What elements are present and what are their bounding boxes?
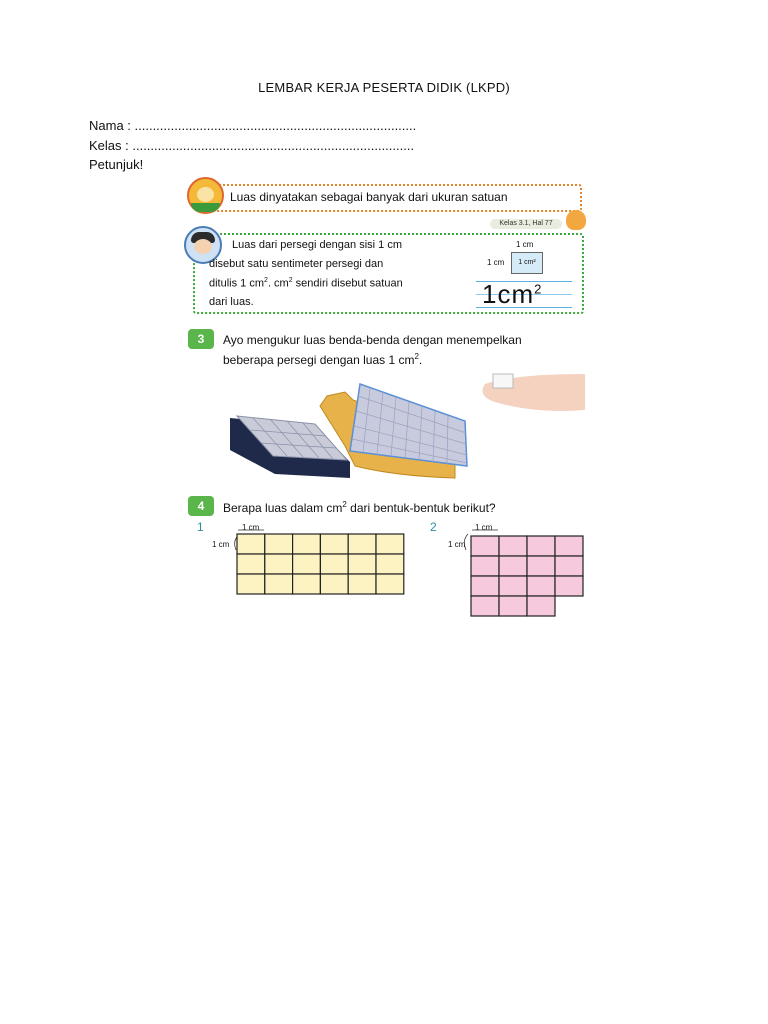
- grid-cell: [527, 536, 555, 556]
- grid-cell: [499, 576, 527, 596]
- grid-cell: [527, 576, 555, 596]
- cube-left-label: 1 cm: [487, 258, 505, 267]
- grid-cell: [471, 556, 499, 576]
- question-3-number: 3: [188, 329, 214, 349]
- grid-cell: [499, 556, 527, 576]
- box2-line-2: disebut satu sentimeter persegi dan: [209, 258, 384, 270]
- grid-cell: [293, 574, 321, 594]
- grid-cell: [320, 534, 348, 554]
- grid-covered-case: [350, 384, 467, 466]
- unit-square-sticker: [493, 374, 513, 388]
- box2-line-4: dari luas.: [209, 296, 254, 308]
- grid-cell: [265, 554, 293, 574]
- box2-line-3: ditulis 1 $cm^2$. $cm^2$ sendiri disebut satuan: [209, 277, 403, 290]
- grid-cell: [320, 554, 348, 574]
- instructions-label: Petunjuk!: [89, 157, 144, 172]
- grid-cell: [527, 596, 555, 616]
- grid-cell: [376, 554, 404, 574]
- figure-2-number: 2: [430, 520, 437, 534]
- figure-1-grid: [228, 528, 408, 598]
- measuring-objects-illustration: [215, 366, 585, 492]
- figure-1-number: 1: [197, 520, 204, 534]
- grid-cell: [376, 534, 404, 554]
- definition-text: Luas dinyatakan sebagai banyak dari ukuran satuan: [230, 190, 508, 204]
- big-unit-label: $1cm^2$: [476, 281, 572, 308]
- grid-cell: [555, 536, 583, 556]
- grid-cell: [293, 534, 321, 554]
- grid-cell: [265, 574, 293, 594]
- grid-cell: [499, 596, 527, 616]
- figure-1-top-label: 1 cm: [242, 523, 260, 532]
- grid-cell: [320, 574, 348, 594]
- definition-box-orange: [212, 184, 582, 212]
- grid-cell: [237, 554, 265, 574]
- grid-cell: [348, 534, 376, 554]
- name-field[interactable]: Nama : ..............................................................................: [89, 118, 417, 133]
- grid-cell: [293, 554, 321, 574]
- grid-cell: [471, 536, 499, 556]
- cube-top-label: 1 cm: [516, 240, 534, 249]
- lion-mascot-icon: [187, 177, 224, 214]
- grid-cell: [237, 534, 265, 554]
- grid-cell: [376, 574, 404, 594]
- question-4-text: Berapa luas dalam $cm^2$ dari bentuk-bentuk berikut?: [223, 500, 496, 515]
- grid-cell: [471, 576, 499, 596]
- class-field[interactable]: Kelas : ..............................................................................: [89, 138, 415, 153]
- grid-cell: [348, 574, 376, 594]
- grid-cell: [527, 556, 555, 576]
- figure-2-grid: [462, 528, 592, 618]
- question-3-line-2: beberapa persegi dengan luas 1 $cm^2$.: [223, 352, 423, 367]
- figure-2-left-label: 1 cm: [448, 540, 466, 549]
- grid-cell: [471, 596, 499, 616]
- reference-badge: Kelas 3.1, Hal 77: [490, 219, 562, 229]
- grid-cell: [555, 556, 583, 576]
- unit-square-diagram: 1 cm²: [511, 252, 543, 274]
- grid-cell: [555, 576, 583, 596]
- box2-line-1: Luas dari persegi dengan sisi 1 cm: [232, 239, 402, 251]
- grid-cell: [348, 554, 376, 574]
- bird-mascot-icon: [566, 210, 586, 230]
- page-title: LEMBAR KERJA PESERTA DIDIK (LKPD): [258, 80, 510, 95]
- question-3-line-1: Ayo mengukur luas benda-benda dengan menempelkan: [223, 333, 522, 347]
- figure-1-left-label: 1 cm: [212, 540, 230, 549]
- grid-cell: [237, 574, 265, 594]
- question-4-number: 4: [188, 496, 214, 516]
- grid-cell: [265, 534, 293, 554]
- figure-2-top-label: 1 cm: [475, 523, 493, 532]
- grid-cell: [499, 536, 527, 556]
